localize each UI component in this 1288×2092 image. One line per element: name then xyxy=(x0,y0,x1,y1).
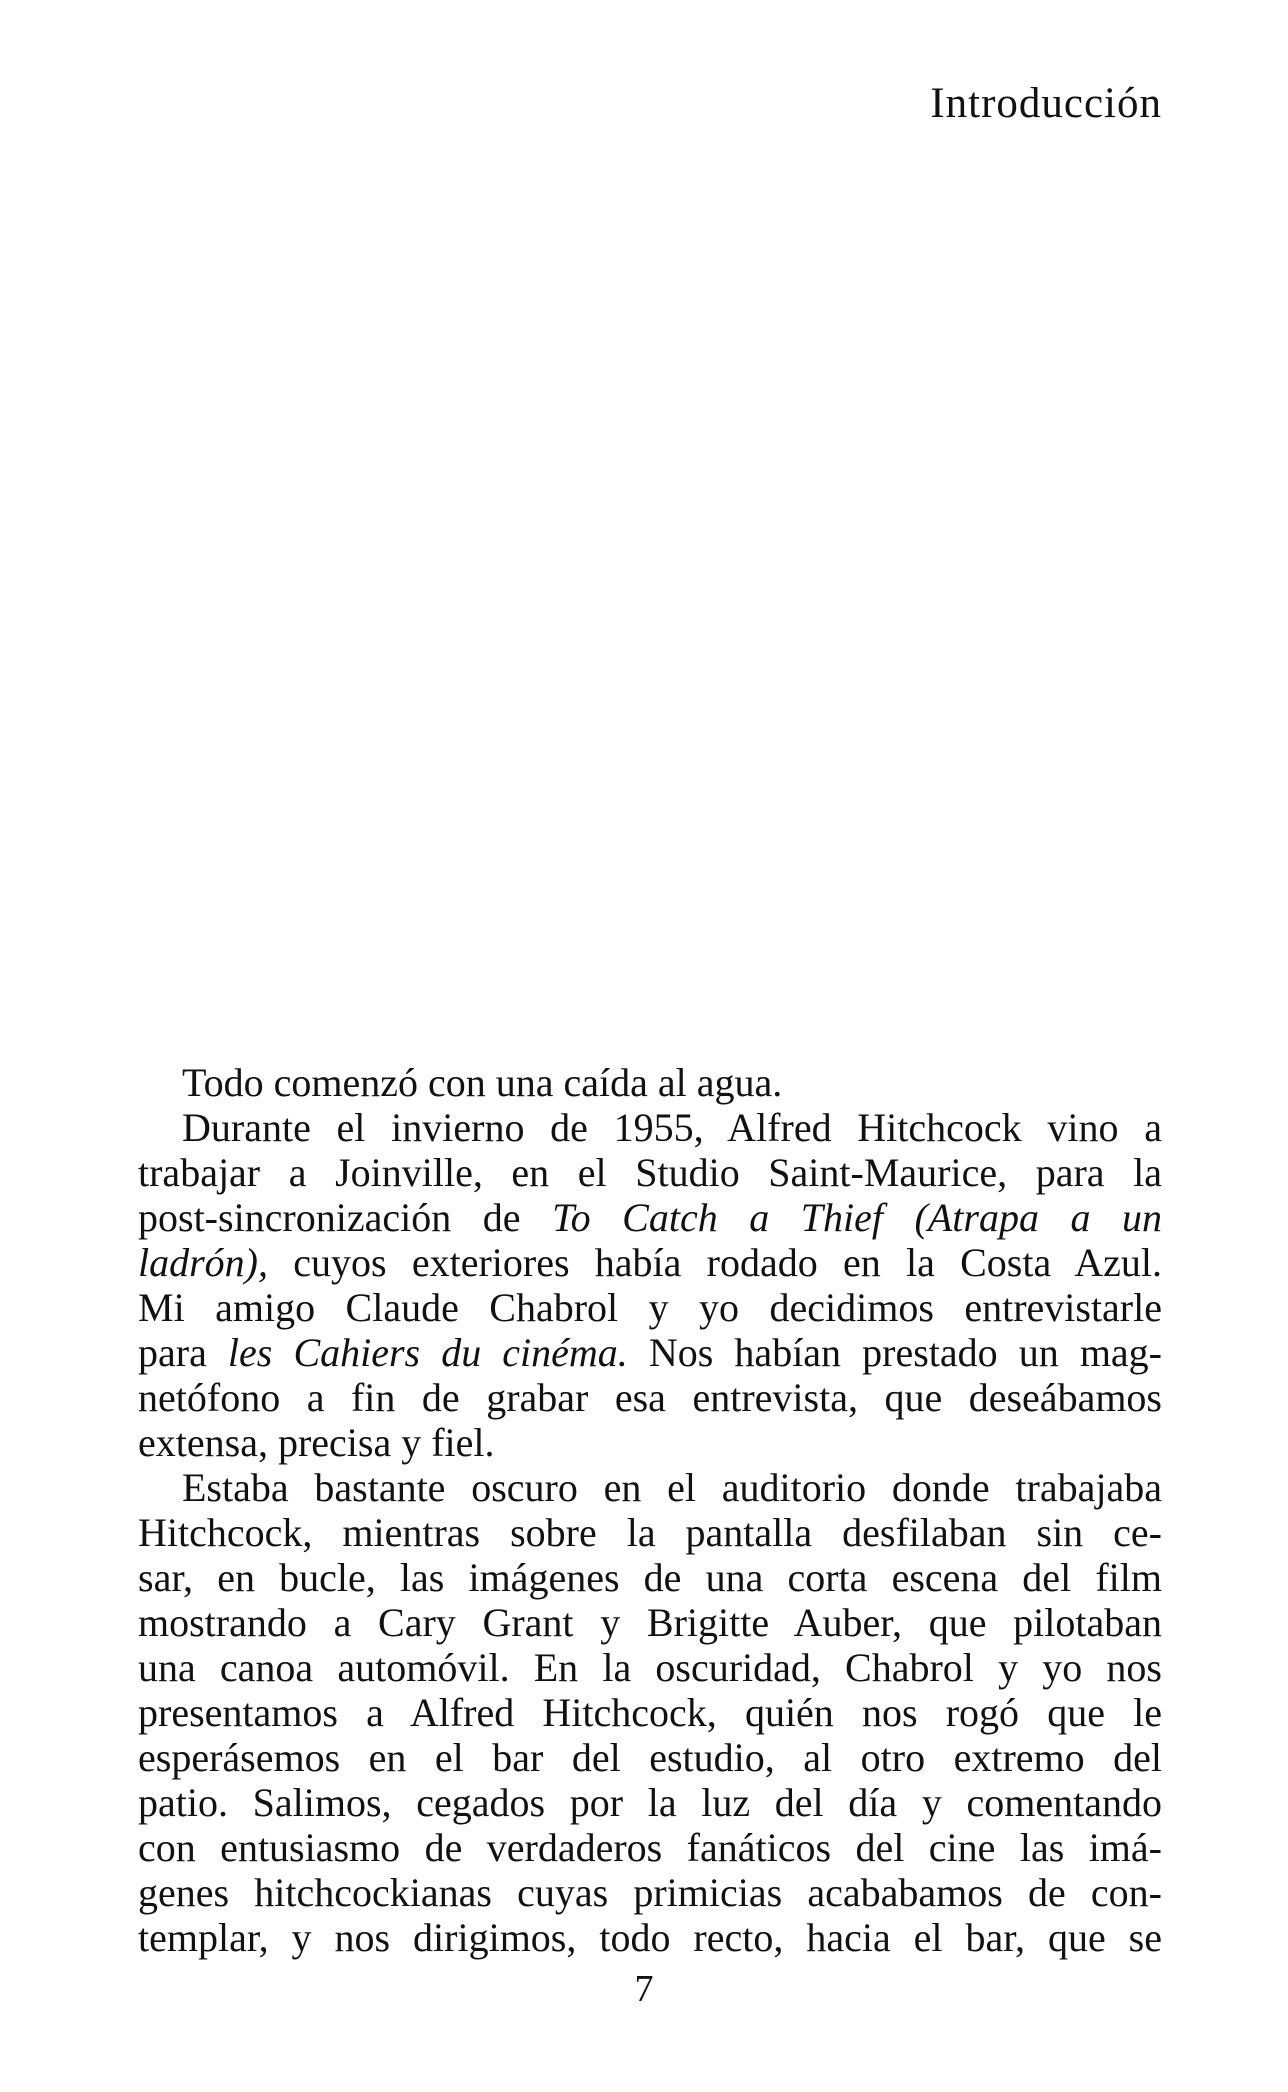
text-line: extensa, precisa y fiel. xyxy=(138,1420,495,1465)
text-line: Hitchcock, mientras sobre la pantalla desfilaban sin ce- xyxy=(138,1510,1162,1555)
text-run: para xyxy=(138,1330,228,1375)
paragraph-2 xyxy=(138,1105,1162,1465)
text-line: trabajar a Joinville, en el Studio Saint-Maurice, para la xyxy=(138,1150,1162,1195)
film-title-italic: To Catch a Thief (Atrapa a un xyxy=(552,1195,1163,1240)
text-line: con entusiasmo de verdaderos fanáticos del cine las imá- xyxy=(138,1825,1162,1870)
text-line: Mi amigo Claude Chabrol y yo decidimos entrevistarle xyxy=(138,1285,1162,1330)
text-run: cuyos exteriores había rodado en la Costa Azul. xyxy=(268,1240,1162,1285)
text-line: Estaba bastante oscuro en el auditorio donde trabajaba xyxy=(182,1465,1162,1510)
text-line: mostrando a Cary Grant y Brigitte Auber, que pilotaban xyxy=(138,1600,1162,1645)
text-line: Todo comenzó con una caída al agua. xyxy=(182,1060,783,1105)
text-run: Nos habían prestado un mag- xyxy=(627,1330,1163,1375)
text-line xyxy=(138,1195,1162,1240)
magazine-title-italic: les Cahiers du cinéma. xyxy=(227,1330,628,1375)
film-title-italic: ladrón), xyxy=(138,1240,268,1285)
text-line: netófono a fin de grabar esa entrevista, que deseábamos xyxy=(138,1375,1162,1420)
text-line: sar, en bucle, las imágenes de una corta escena del film xyxy=(138,1555,1162,1600)
text-line: una canoa automóvil. En la oscuridad, Chabrol y yo nos xyxy=(138,1645,1162,1690)
running-head: Introducción xyxy=(930,80,1162,127)
text-line: Durante el invierno de 1955, Alfred Hitchcock vino a xyxy=(182,1105,1162,1150)
text-line: presentamos a Alfred Hitchcock, quién nos rogó que le xyxy=(138,1690,1162,1735)
paragraph-3 xyxy=(138,1465,1162,1960)
text-line: genes hitchcockianas cuyas primicias acababamos de con- xyxy=(138,1870,1162,1915)
paragraph-1 xyxy=(138,1060,1162,1105)
text-run: post-sincronización de xyxy=(138,1195,553,1240)
text-line: patio. Salimos, cegados por la luz del día y comentando xyxy=(138,1780,1162,1825)
page-number: 7 xyxy=(634,1968,654,2010)
text-line: templar, y nos dirigimos, todo recto, hacia el bar, que se xyxy=(138,1915,1162,1960)
body-text xyxy=(138,1060,1162,1960)
text-line xyxy=(138,1330,1162,1375)
text-line: esperásemos en el bar del estudio, al otro extremo del xyxy=(138,1735,1162,1780)
text-line xyxy=(138,1240,1162,1285)
